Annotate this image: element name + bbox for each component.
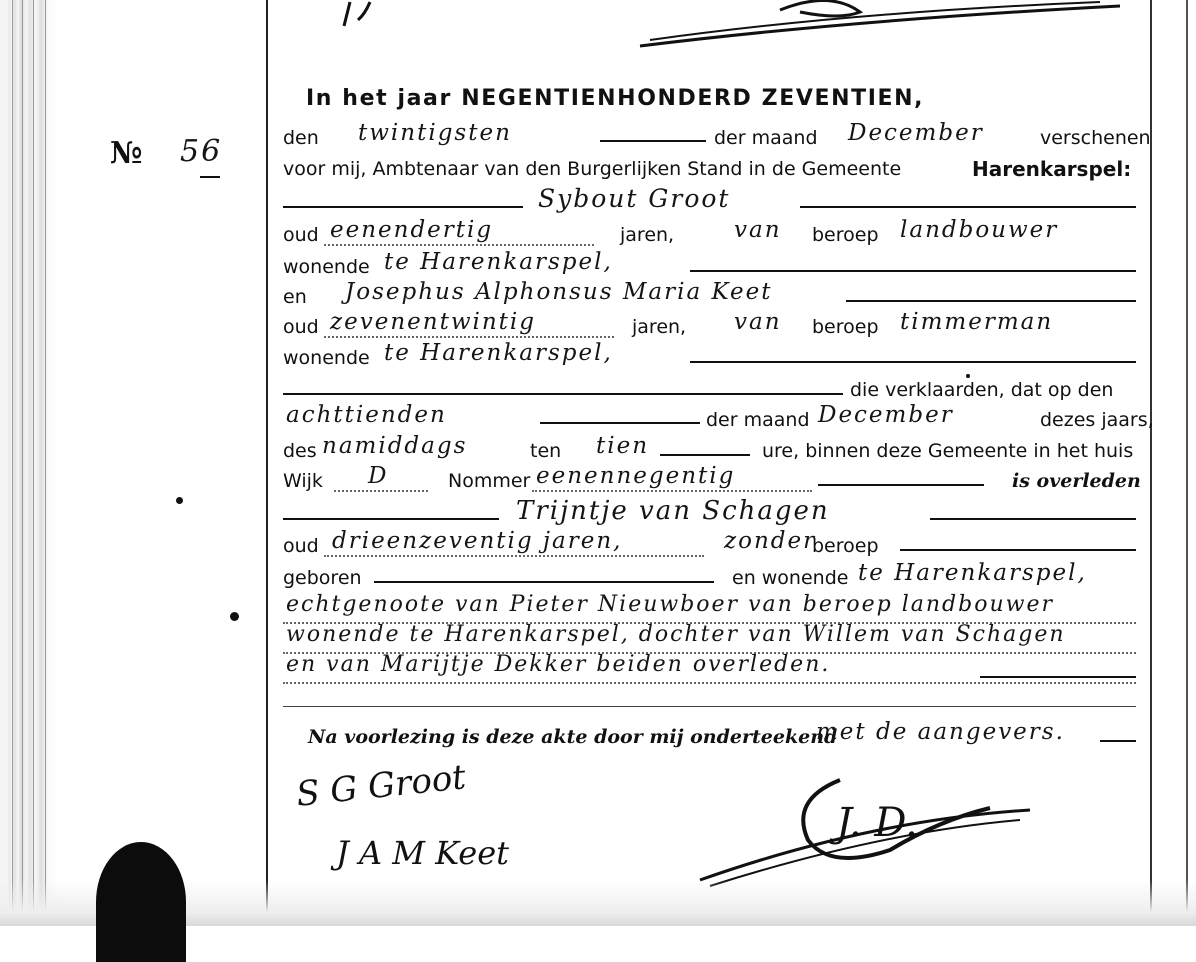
dotted-line [283, 682, 1136, 684]
fill-line [374, 581, 714, 583]
fill-line [283, 393, 843, 395]
label-oud: oud [283, 316, 319, 338]
label-zonder-hand: zonder [724, 528, 817, 554]
book-page-edges [0, 0, 58, 926]
number-underline [200, 176, 220, 178]
day-of-declaration: twintigsten [358, 120, 512, 146]
label-beroep: beroep [812, 224, 879, 246]
deceased-name: Trijntje van Schagen [516, 496, 830, 526]
record-heading: In het jaar NEGENTIENHONDERD ZEVENTIEN, [306, 86, 925, 111]
dotted-line [324, 555, 704, 557]
label-beroep: beroep [812, 316, 879, 338]
deceased-age: drieenzeventig jaren, [332, 528, 623, 554]
dotted-line [532, 490, 812, 492]
fill-line [283, 206, 523, 208]
hour-of-death: tien [596, 433, 650, 459]
label-des: des [283, 440, 317, 462]
declarant-1-occupation: landbouwer [900, 217, 1059, 243]
time-of-day: namiddags [322, 433, 468, 459]
declarant-1-age: eenendertig [330, 217, 494, 243]
label-van-hand: van [734, 217, 782, 243]
fill-line [660, 454, 750, 456]
fill-line [600, 140, 706, 142]
house-number: eenennegentig [536, 463, 736, 489]
label-jaren: jaren, [620, 224, 675, 246]
ink-dot [966, 374, 970, 378]
declaration-phrase: die verklaarden, dat op den [850, 379, 1114, 401]
label-wonende: wonende [283, 347, 370, 369]
page-corner-shadow [96, 842, 186, 962]
fill-line [690, 361, 1136, 363]
page-right-edge [1186, 0, 1188, 926]
record-number-symbol: № [110, 136, 143, 171]
closing-statement: Na voorlezing is deze akte door mij onderteekend [308, 726, 838, 748]
signature-groot: S G Groot [294, 757, 468, 815]
dotted-line [334, 490, 428, 492]
parents-line-1: wonende te Harenkarspel, dochter van Willem van Schagen [286, 622, 1066, 647]
label-jaren: jaren, [632, 316, 687, 338]
label-den: den [283, 127, 319, 149]
ink-dot [176, 497, 183, 504]
wijk-value: D [368, 463, 389, 489]
margin-rule [266, 0, 268, 926]
municipality: Harenkarspel: [972, 157, 1132, 181]
label-oud: oud [283, 224, 319, 246]
deceased-residence: te Harenkarspel, [858, 560, 1087, 586]
official-signature-flourish [690, 760, 1050, 900]
dotted-line [324, 244, 594, 246]
label-is-overleden: is overleden [1012, 470, 1141, 492]
record-number: 56 [180, 134, 223, 169]
label-van-hand: van [734, 309, 782, 335]
page-edge-line [22, 0, 23, 926]
dotted-line [324, 336, 614, 338]
spouse-line: echtgenoote van Pieter Nieuwboer van beroep landbouwer [286, 592, 1054, 617]
fill-line [690, 270, 1136, 272]
parents-line-2: en van Marijtje Dekker beiden overleden. [286, 652, 831, 677]
fill-line [1100, 740, 1136, 742]
label-verschenen: verschenen [1040, 127, 1151, 149]
location-phrase: ure, binnen deze Gemeente in het huis [762, 440, 1134, 462]
declarant-2-residence: te Harenkarspel, [384, 340, 613, 366]
label-en-wonende: en wonende [732, 567, 849, 589]
fill-line [930, 518, 1136, 520]
declarant-1-residence: te Harenkarspel, [384, 249, 613, 275]
month-of-declaration: December [848, 120, 984, 146]
fill-line [980, 676, 1136, 678]
label-dezes-jaars: dezes jaars, [1040, 409, 1154, 431]
ink-dot [230, 612, 239, 621]
signature-keet: J A M Keet [336, 834, 509, 872]
fill-line [818, 484, 984, 486]
page-edge-line [12, 0, 13, 926]
label-wijk: Wijk [283, 470, 323, 492]
signature-official: J. D. [836, 800, 918, 846]
fill-line [283, 518, 499, 520]
day-of-death: achttienden [286, 402, 447, 428]
declarant-2-name: Josephus Alphonsus Maria Keet [345, 279, 773, 305]
label-oud: oud [283, 535, 319, 557]
label-wonende: wonende [283, 256, 370, 278]
official-phrase: voor mij, Ambtenaar van den Burgerlijken Stand in de Gemeente [283, 158, 902, 180]
closing-handwritten: met de aangevers. [816, 719, 1065, 745]
declarant-2-occupation: timmerman [900, 309, 1054, 335]
label-beroep: beroep [812, 535, 879, 557]
fill-line [846, 300, 1136, 302]
label-der-maand: der maand [714, 127, 818, 149]
label-geboren: geboren [283, 567, 362, 589]
previous-record-fragment [330, 0, 1130, 60]
month-of-death: December [818, 402, 954, 428]
fill-line [283, 706, 1136, 707]
fill-line [540, 422, 700, 424]
fill-line [900, 549, 1136, 551]
page-edge-line [33, 0, 34, 926]
label-ten: ten [530, 440, 562, 462]
fill-line [800, 206, 1136, 208]
declarant-1-name: Sybout Groot [538, 184, 731, 213]
declarant-2-age: zevenentwintig [330, 309, 536, 335]
page-edge-line [45, 0, 46, 926]
label-en: en [283, 286, 307, 308]
label-nommer: Nommer [448, 470, 531, 492]
label-der-maand: der maand [706, 409, 810, 431]
